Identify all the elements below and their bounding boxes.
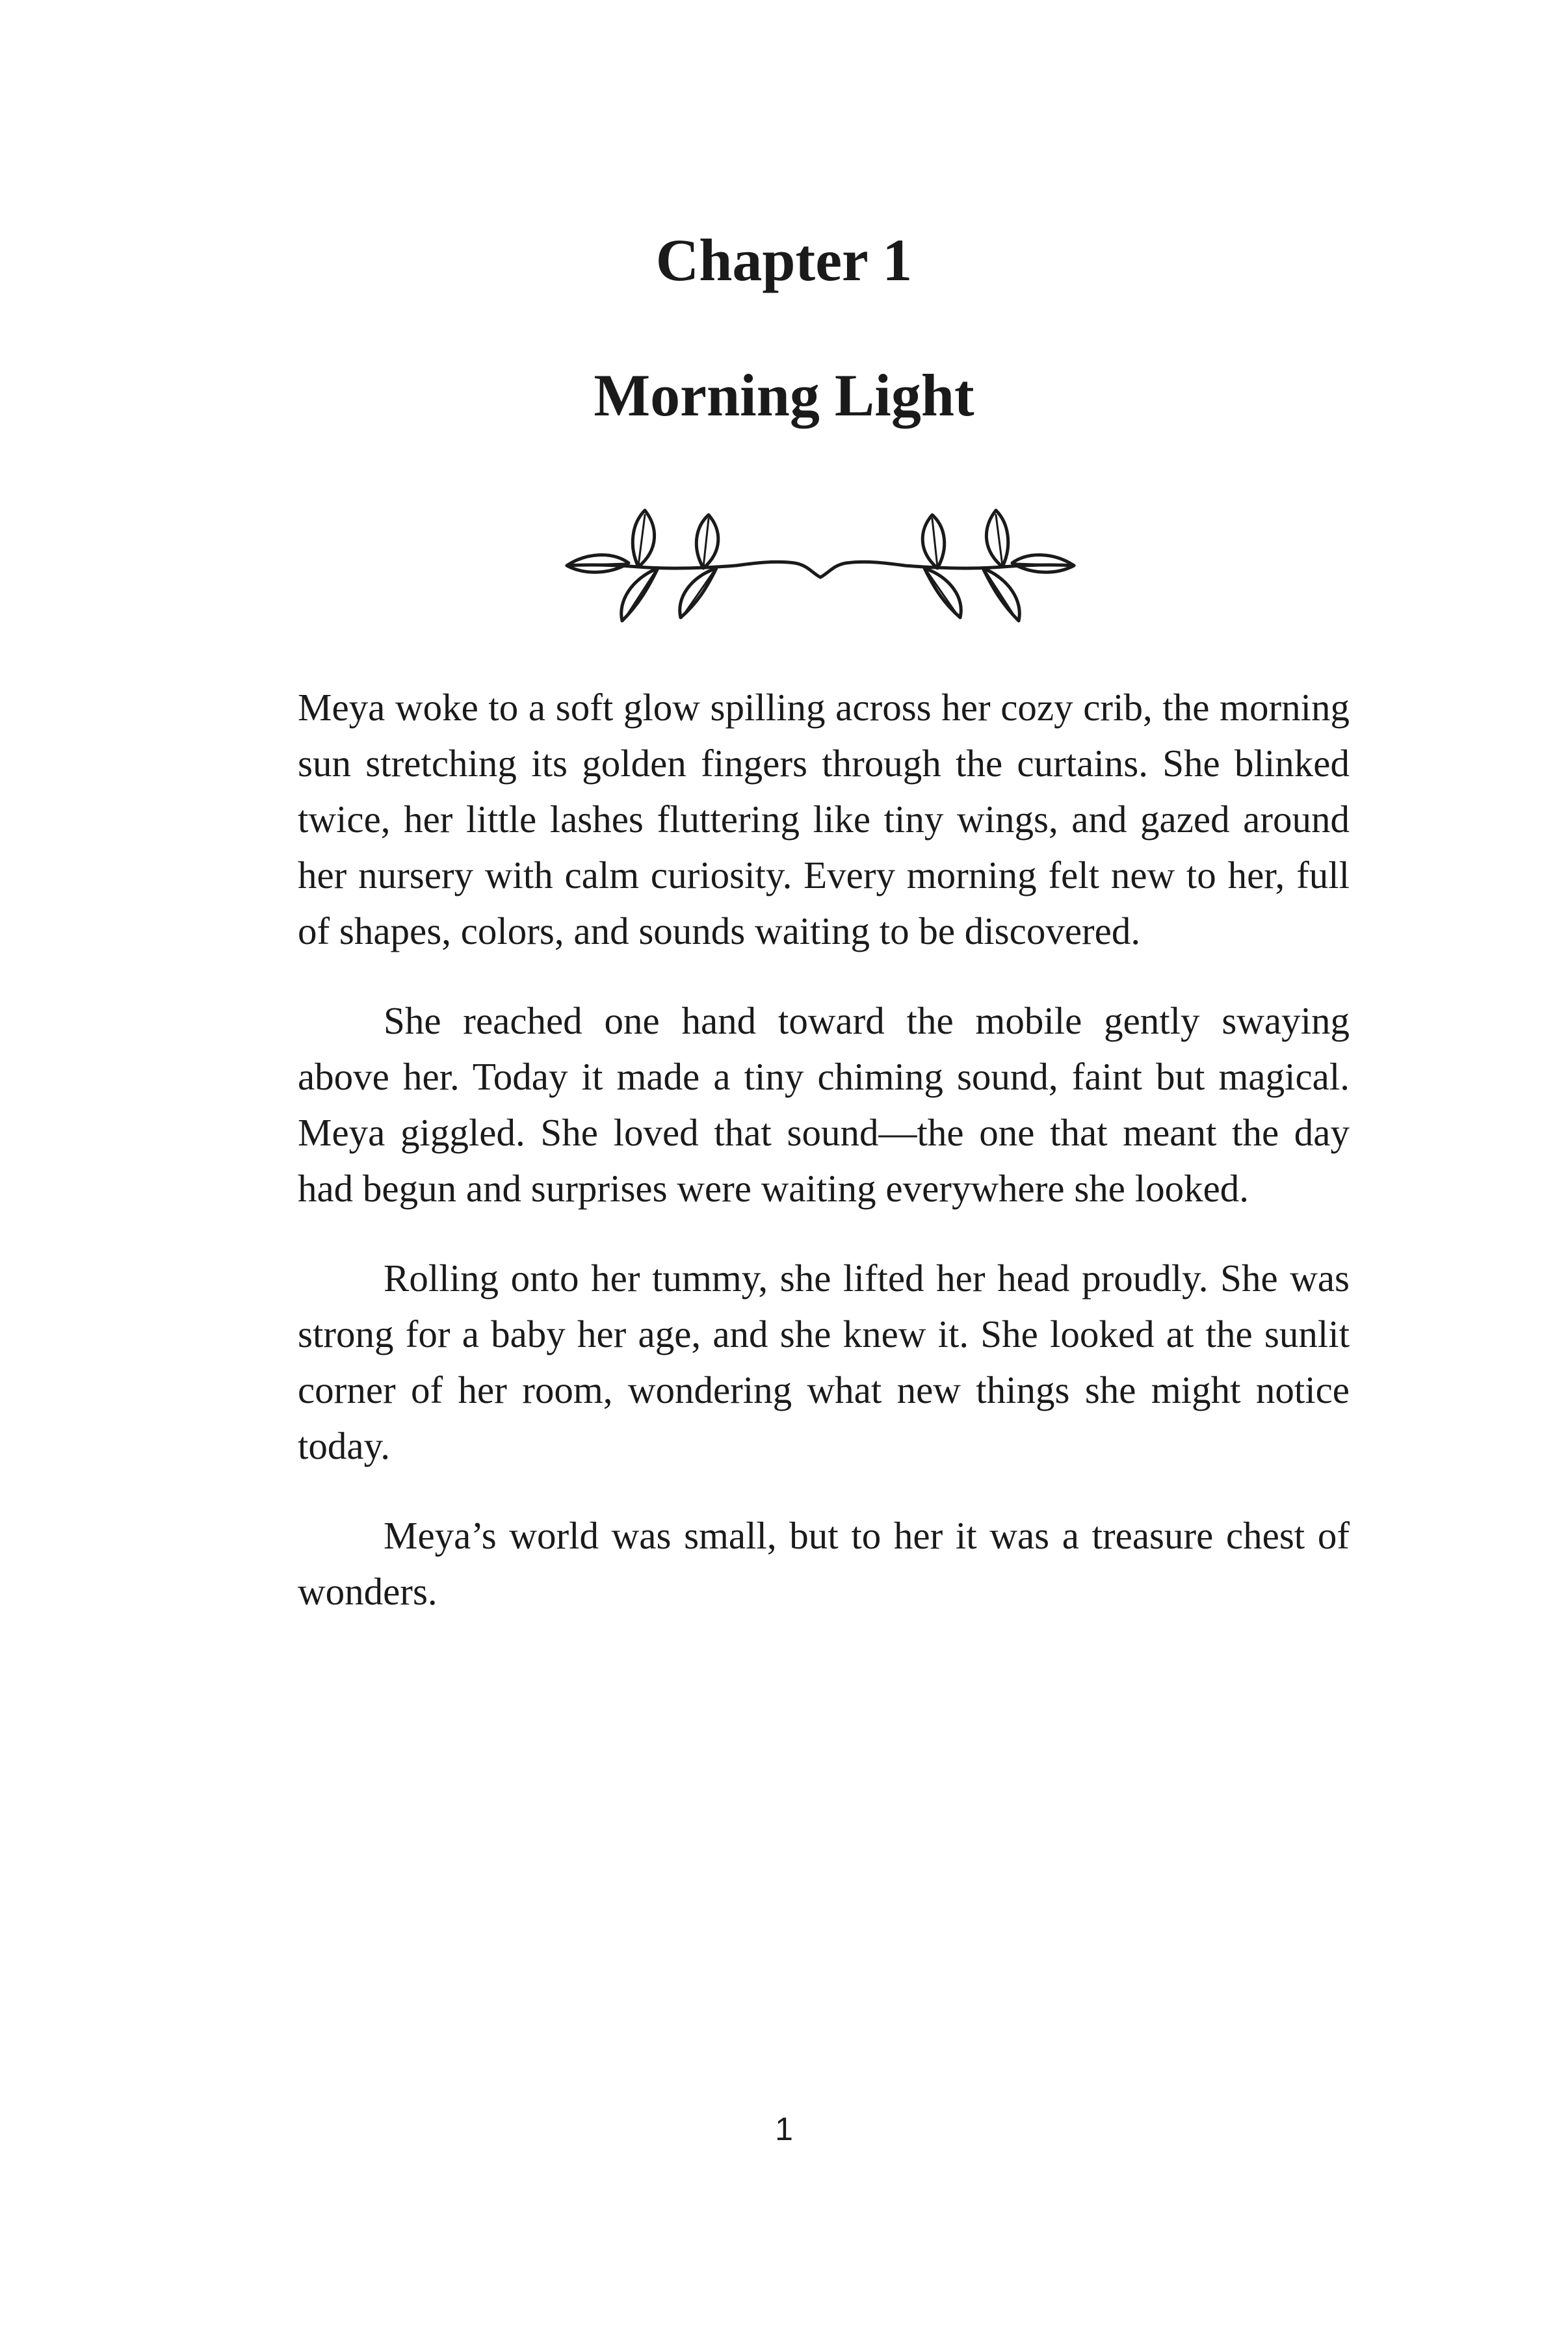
paragraph-3: Rolling onto her tummy, she lifted her head proudly. She was strong for a baby her age, and she knew it. She looked at the sunlit corner of her room, wondering what new things she might notice today. — [298, 1257, 1350, 1467]
paragraph-4: Meya’s world was small, but to her it was a treasure chest of wonders. — [298, 1514, 1350, 1613]
chapter-body — [298, 679, 1350, 1653]
chapter-number: Chapter 1 — [655, 227, 913, 293]
chapter-title: Morning Light — [594, 362, 974, 428]
paragraph-1: Meya woke to a soft glow spilling across her cozy crib, the morning sun stretching its golden fingers through the curtains. She blinked twice, her little lashes fluttering like tiny wings, and gazed around her nursery with calm curiosity. Every morning felt new to her, full of shapes, colors, and sounds waiting to be discovered. — [298, 686, 1350, 952]
floral-divider-icon — [541, 501, 1100, 631]
page-number: 1 — [775, 2111, 793, 2147]
paragraph-2: She reached one hand toward the mobile gently swaying above her. Today it made a tiny chiming sound, faint but magical. Meya giggled. She loved that sound—the one that meant the day had begun and surprises were waiting everywhere she looked. — [298, 999, 1350, 1210]
